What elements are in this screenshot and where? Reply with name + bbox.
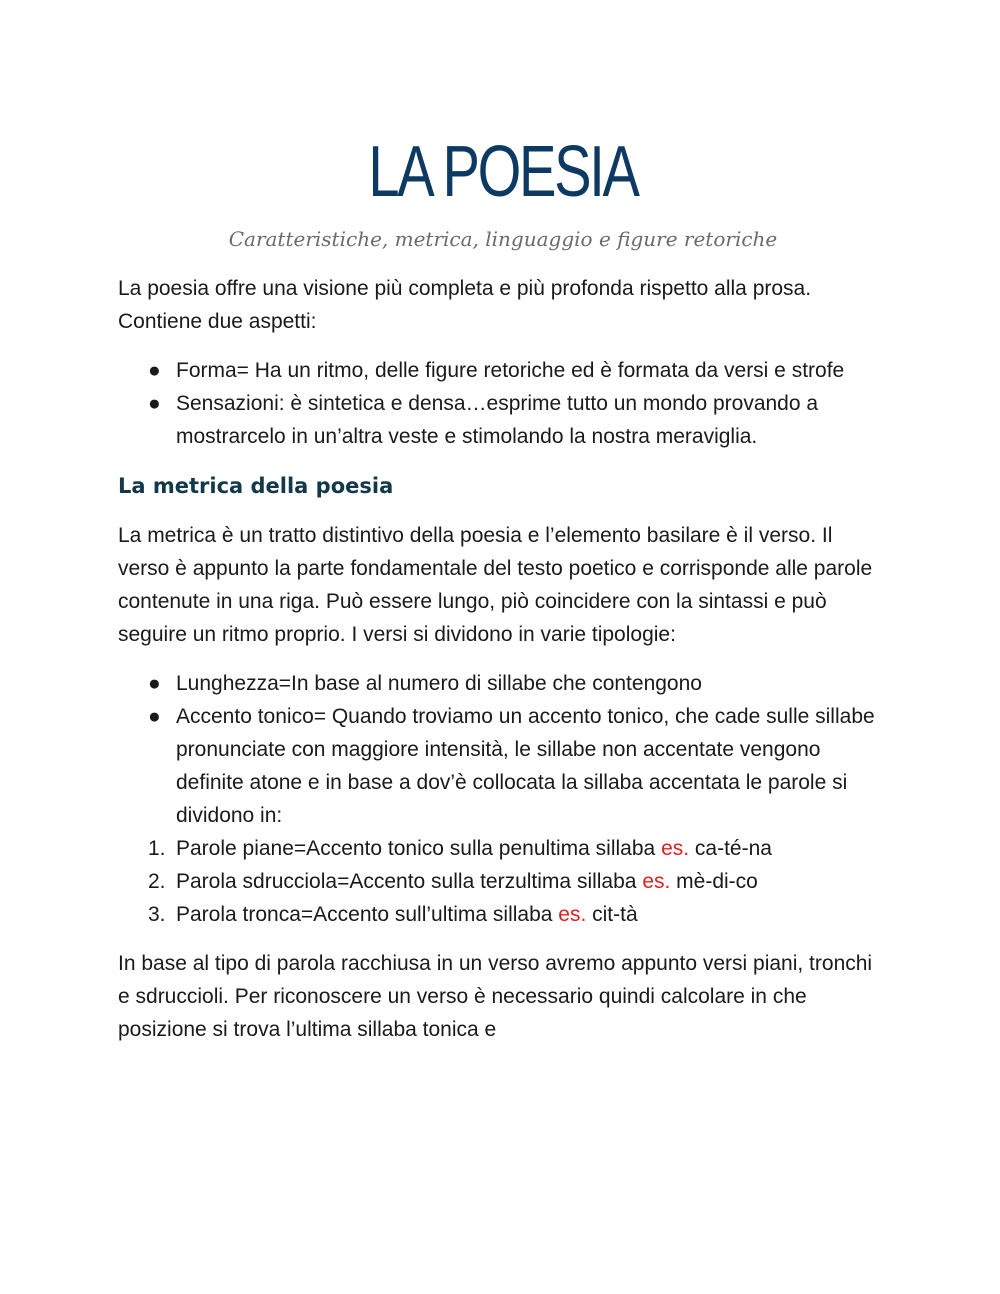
intro-paragraph: La poesia offre una visione più completa e più profonda rispetto alla prosa. Contiene due aspetti:	[118, 277, 812, 333]
number-marker: 2.	[148, 870, 166, 893]
numbered-item	[118, 832, 888, 865]
numbered-item-text: Parola tronca=Accento sull’ultima sillaba	[176, 903, 559, 926]
example-word: mè-di-co	[670, 870, 758, 893]
list-item	[118, 387, 888, 453]
list-item-text: Sensazioni: è sintetica e densa…esprime tutto un mondo provando a mostrarcelo in un’altra veste e stimolando la nostra meraviglia.	[176, 392, 819, 448]
bullet-marker: ●	[148, 705, 161, 728]
numbered-item	[118, 865, 888, 898]
number-marker: 1.	[148, 837, 166, 860]
numbered-item	[118, 898, 888, 931]
example-label: es.	[558, 903, 587, 926]
number-marker: 3.	[148, 903, 166, 926]
list-item	[118, 700, 888, 832]
bullet-marker: ●	[148, 359, 161, 382]
bullet-marker: ●	[148, 672, 161, 695]
metrica-paragraph: La metrica è un tratto distintivo della poesia e l’elemento basilare è il verso. Il verso è appunto la parte fondamentale del testo poetico e corrisponde alle parole contenute in una riga. Può essere lungo, piò coincidere con la sintassi e può seguire un ritmo proprio. I versi si dividono in varie tipologie:	[118, 524, 873, 646]
numbered-item-text: Parole piane=Accento tonico sulla penultima sillaba	[176, 837, 662, 860]
list-item-text: Forma= Ha un ritmo, delle figure retoriche ed è formata da versi e strofe	[176, 359, 845, 382]
aspects-list	[118, 354, 888, 453]
numbered-item-text: Parola sdrucciola=Accento sulla terzultima sillaba	[176, 870, 643, 893]
list-item-text: Lunghezza=In base al numero di sillabe che contengono	[176, 672, 702, 695]
list-item	[118, 354, 888, 387]
example-label: es.	[642, 870, 671, 893]
list-item	[118, 667, 888, 700]
example-label: es.	[661, 837, 690, 860]
list-item-text: Accento tonico= Quando troviamo un accento tonico, che cade sulle sillabe pronunciate con maggiore intensità, le sillabe non accentate vengono definite atone e in base a dov’è collocata la sillaba accentata le parole si dividono in:	[176, 705, 875, 827]
tipologie-list	[118, 667, 888, 931]
final-paragraph: In base al tipo di parola racchiusa in un verso avremo appunto versi piani, tronchi e sdruccioli. Per riconoscere un verso è necessario quindi calcolare in che posizione si trova l’ultima sillaba tonica e	[118, 952, 873, 1041]
section-heading-metrica: La metrica della poesia	[118, 474, 394, 498]
example-word: ca-té-na	[689, 837, 772, 860]
bullet-marker: ●	[148, 392, 161, 415]
document-subtitle: Caratteristiche, metrica, linguaggio e figure retoriche	[228, 227, 778, 251]
example-word: cit-tà	[586, 903, 638, 926]
document-page	[118, 130, 888, 1046]
document-title: LA POESIA	[368, 132, 638, 212]
